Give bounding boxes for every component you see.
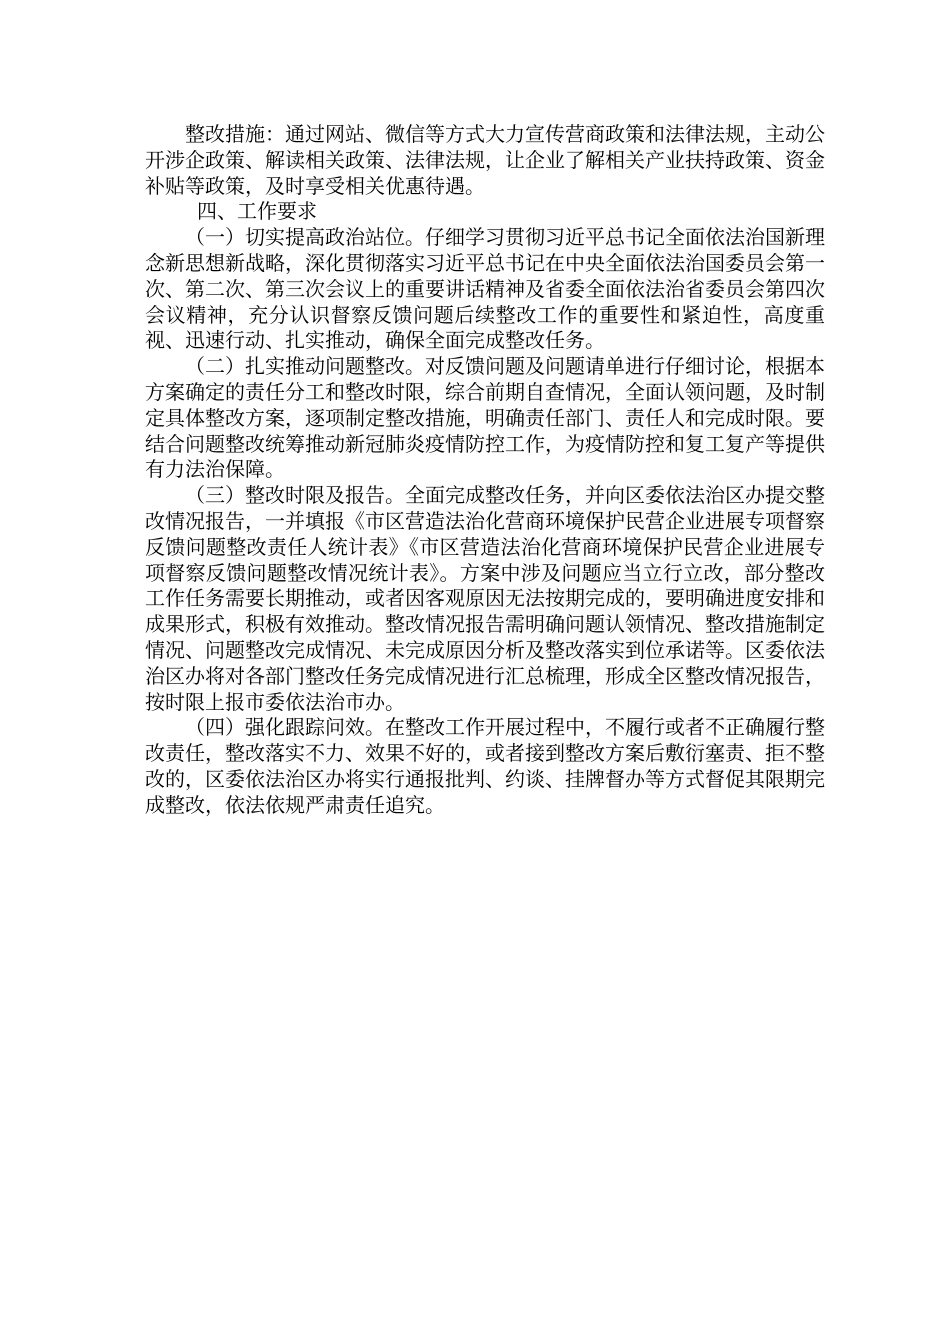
paragraph-requirement-2: （二）扎实推动问题整改。对反馈问题及问题请单进行仔细讨论，根据本方案确定的责任分工和整改时限，综合前期自查情况，全面认领问题，及时制定具体整改方案，逐项制定整改措施，明确责任部门、责任人和完成时限。要结合问题整改统筹推动新冠肺炎疫情防控工作，为疫情防控和复工复产等提供有力法治保障。 <box>145 354 825 482</box>
paragraph-requirement-4: （四）强化跟踪问效。在整改工作开展过程中，不履行或者不正确履行整改责任，整改落实不力、效果不好的，或者接到整改方案后敷衍塞责、拒不整改的，区委依法治区办将实行通报批判、约谈、挂牌督办等方式督促其限期完成整改，依法依规严肃责任追究。 <box>145 715 825 817</box>
paragraph-rectification-measures: 整改措施：通过网站、微信等方式大力宣传营商政策和法律法规，主动公开涉企政策、解读相关政策、法律法规，让企业了解相关产业扶持政策、资金补贴等政策，及时享受相关优惠待遇。 <box>145 122 825 198</box>
paragraph-requirement-3: （三）整改时限及报告。全面完成整改任务，并向区委依法治区办提交整改情况报告，一并填报《市区营造法治化营商环境保护民营企业进展专项督察反馈问题整改责任人统计表》《市区营造法治化营商环境保护民营企业进展专项督察反馈问题整改情况统计表》。方案中涉及问题应当立行立改，部分整改工作任务需要长期推动，或者因客观原因无法按期完成的，要明确进度安排和成果形式，积极有效推动。整改情况报告需明确问题认领情况、整改措施制定情况、问题整改完成情况、未完成原因分析及整改落实到位承诺等。区委依法治区办将对各部门整改任务完成情况进行汇总梳理，形成全区整改情况报告，按时限上报市委依法治市办。 <box>145 483 825 714</box>
paragraph-requirement-1: （一）切实提高政治站位。仔细学习贯彻习近平总书记全面依法治国新理念新思想新战略，深化贯彻落实习近平总书记在中央全面依法治国委员会第一次、第二次、第三次会议上的重要讲话精神及省委全面依法治省委员会第四次会议精神，充分认识督察反馈问题后续整改工作的重要性和紧迫性，高度重视、迅速行动、扎实推动，确保全面完成整改任务。 <box>145 225 825 353</box>
section-heading-work-requirements: 四、工作要求 <box>197 199 317 224</box>
document-page <box>145 122 825 819</box>
